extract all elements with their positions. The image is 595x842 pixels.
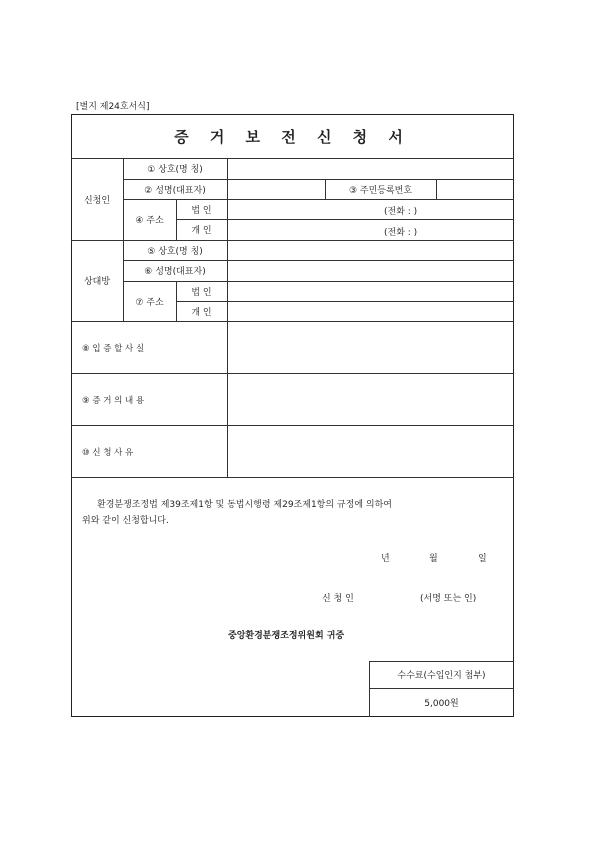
- counterparty-corp-label: 법 인: [191, 287, 212, 298]
- counterparty-address-label: ⑦ 주소: [135, 297, 164, 308]
- date-day: 일: [478, 554, 487, 564]
- applicant-person-label: 개 인: [191, 226, 212, 236]
- applicant-name-field[interactable]: [228, 159, 513, 178]
- signature-note: (서명 또는 인): [420, 594, 477, 604]
- counterparty-name-label: ⑤ 상호(명 칭): [147, 246, 203, 257]
- fee-label: 수수료(수입인지 첨부): [397, 671, 486, 681]
- applicant-reg-no-field[interactable]: [437, 180, 513, 198]
- facts-field[interactable]: [228, 322, 513, 372]
- addressee: 중앙환경분쟁조정위원회 귀중: [228, 631, 345, 641]
- counterparty-section-label: 상대방: [83, 277, 111, 287]
- applicant-sign-label: 신 청 인: [322, 594, 354, 604]
- applicant-address-label: ④ 주소: [135, 216, 164, 226]
- applicant-corp-phone: (전화 : ): [384, 207, 418, 217]
- statement-line1: 환경분쟁조정법 제39조제1항 및 동법시행령 제29조제1항의 규정에 의하여: [97, 500, 392, 510]
- divider: [71, 477, 514, 478]
- applicant-corp-address-field[interactable]: [228, 200, 378, 218]
- form-number: [별지 제24호서식]: [76, 102, 150, 112]
- applicant-reg-no-label: ③ 주민등록번호: [348, 185, 413, 196]
- counterparty-person-label: 개 인: [191, 307, 212, 318]
- reason-field[interactable]: [228, 426, 513, 476]
- counterparty-rep-label: ⑥ 성명(대표자): [144, 267, 206, 277]
- reason-label: ⑩ 신 청 사 유: [82, 448, 134, 458]
- statement-line2: 위와 같이 신청합니다.: [82, 516, 169, 526]
- applicant-rep-field[interactable]: [228, 180, 324, 198]
- applicant-name-label: ① 상호(명 칭): [147, 165, 203, 175]
- fee-amount: 5,000원: [424, 699, 459, 709]
- facts-label: ⑧ 입 증 할 사 실: [82, 344, 145, 354]
- counterparty-person-address-field[interactable]: [228, 302, 513, 320]
- applicant-section-label: 신청인: [83, 195, 111, 206]
- applicant-person-address-field[interactable]: [228, 220, 378, 239]
- date-year: 년: [381, 554, 390, 564]
- evidence-label: ⑨ 증 거 의 내 용: [82, 396, 145, 406]
- counterparty-corp-address-field[interactable]: [228, 282, 513, 300]
- applicant-person-phone: (전화 : ): [384, 228, 418, 238]
- date-month: 월: [429, 554, 438, 564]
- applicant-corp-label: 법 인: [191, 205, 212, 216]
- counterparty-name-field[interactable]: [228, 241, 513, 259]
- applicant-rep-label: ② 성명(대표자): [144, 185, 206, 196]
- form-title: 증 거 보 전 신 청 서: [174, 127, 411, 146]
- evidence-field[interactable]: [228, 374, 513, 424]
- counterparty-rep-field[interactable]: [228, 261, 513, 280]
